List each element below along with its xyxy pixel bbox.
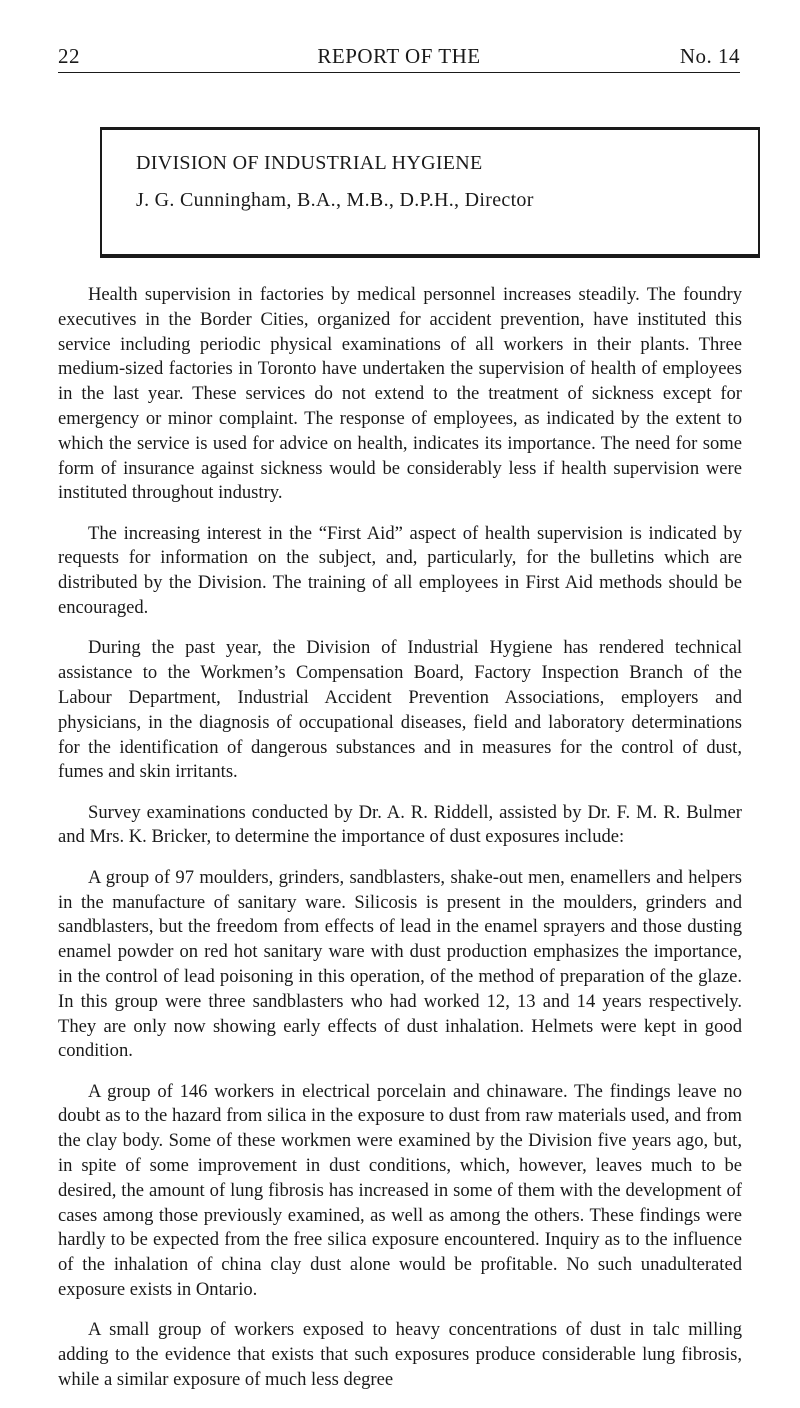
paragraph-health-supervision: Health supervision in factories by medical personnel increases steadily. The foundry executives in the Border Cities, organized for accident prevention, have instituted this service including periodic physical examinations of all workers in their plants. Three medium-sized factories in Toronto have undertaken the supervision of health of employees in the last year. These services do not extend to the treatment of sickness except for emergency or minor complaint. The response of employees, as indicated by the extent to which the service is used for advice on health, indicates its importance. The need for some form of insurance against sickness would be considerably less if health supervision were instituted throughout industry.: [58, 284, 742, 504]
body-text: [58, 283, 742, 1408]
paragraph-talc-group: A small group of workers exposed to heavy concentrations of dust in talc milling adding to the evidence that exists that such exposures produce considerable lung fibrosis, while a similar exposure of much less degree: [58, 1319, 742, 1390]
paragraph-technical-assistance: During the past year, the Division of Industrial Hygiene has rendered technical assistance to the Workmen’s Compensation Board, Factory Inspection Branch of the Labour Department, Industrial Accident Prevention Associations, employers and physicians, in the diagnosis of occupational diseases, field and laboratory determinations for the identification of dangerous substances and in measures for the control of dust, fumes and skin irritants.: [58, 637, 742, 783]
division-title: DIVISION OF INDUSTRIAL HYGIENE: [136, 152, 483, 174]
header-rule: [58, 72, 740, 73]
running-head: [58, 44, 740, 72]
division-heading-box: [100, 127, 760, 258]
issue-number: No. 14: [679, 44, 740, 68]
paragraph-sanitary-ware-group: A group of 97 moulders, grinders, sandblasters, shake-out men, enamellers and helpers in the manufacture of sanitary ware. Silicosis is present in the moulders, grinders and sandblasters, but the freedom from effects of lead in the enamel sprayers and those dusting enamel powder on red hot sanitary ware with dust production emphasizes the importance, in the control of lead poisoning in this operation, of the method of preparation of the glaze. In this group were three sandblasters who had worked 12, 13 and 14 years respectively. They are only now showing early effects of dust inhalation. Helmets were kept in good condition.: [58, 866, 742, 1062]
division-director: J. G. Cunningham, B.A., M.B., D.P.H., Director: [136, 189, 534, 211]
paragraph-first-aid: The increasing interest in the “First Aid” aspect of health supervision is indicated by requests for information on the subject, and, particularly, for the bulletins which are distributed by the Division. The training of all employees in First Aid methods should be encouraged.: [58, 522, 742, 619]
page-number: 22: [58, 44, 80, 68]
paragraph-porcelain-group: A group of 146 workers in electrical porcelain and chinaware. The findings leave no doubt as to the hazard from silica in the exposure to dust from raw materials used, and from the clay body. Some of these workmen were examined by the Division five years ago, but, in spite of some improvement in dust conditions, which, however, leaves much to be desired, the amount of lung fibrosis has increased in some of them with the development of cases among those previously examined, as well as among the others. These findings were hardly to be expected from the free silica exposure encountered. Inquiry as to the influence of the inhalation of china clay dust alone would be profitable. No such unadulterated exposure exists in Ontario.: [58, 1080, 742, 1300]
paragraph-survey-examinations: Survey examinations conducted by Dr. A. R. Riddell, assisted by Dr. F. M. R. Bulmer and Mrs. K. Bricker, to determine the importance of dust exposures include:: [58, 801, 742, 848]
running-title: REPORT OF THE: [317, 44, 481, 68]
